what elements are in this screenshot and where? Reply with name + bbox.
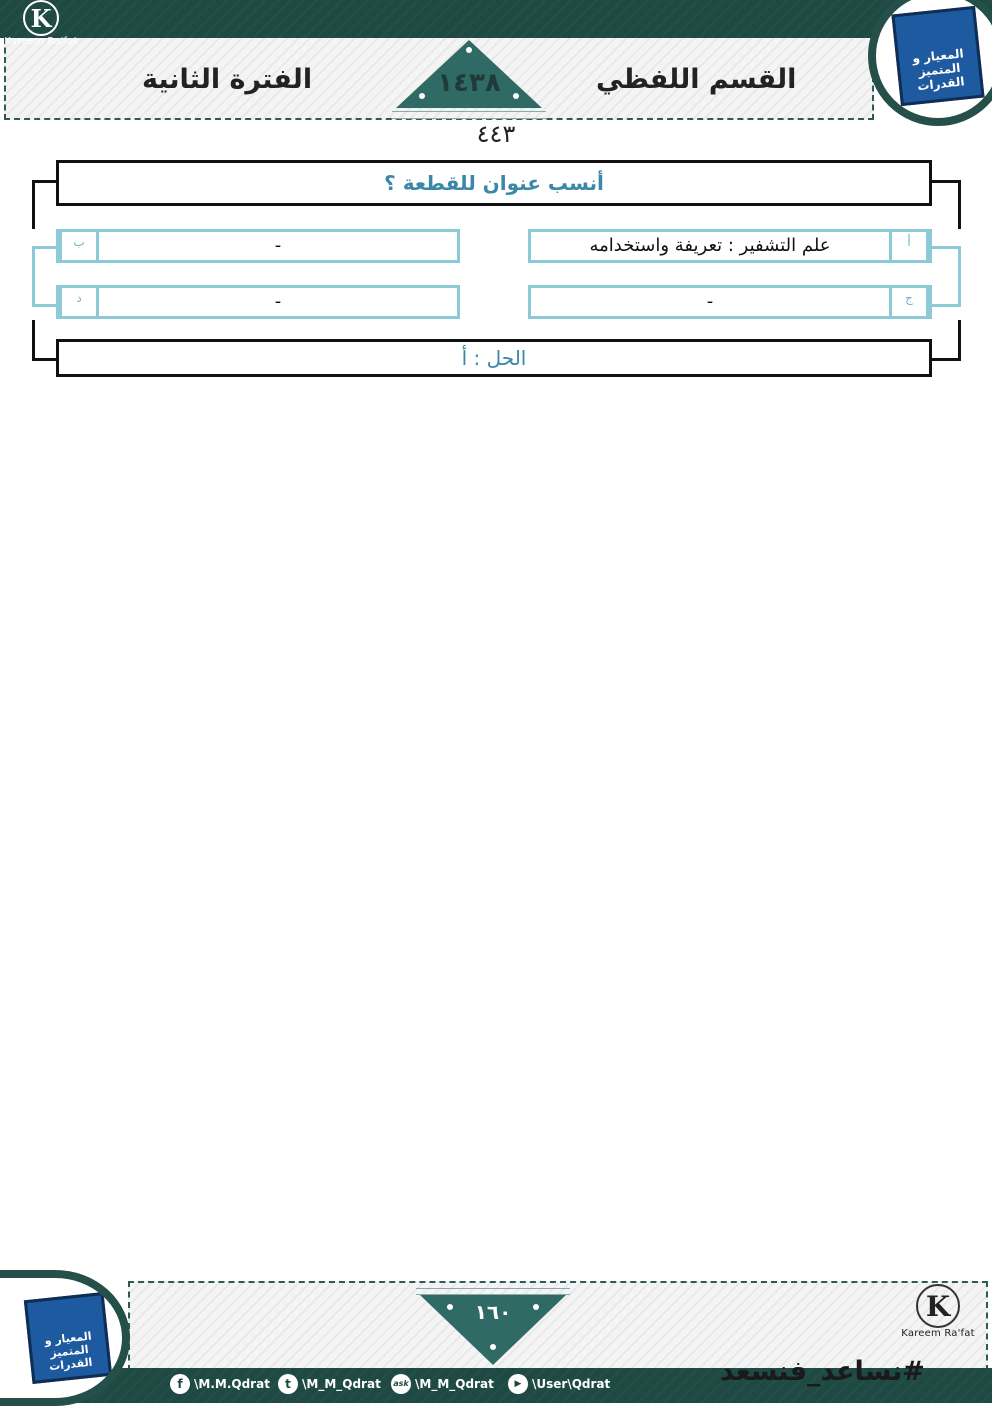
option-c-letter: ج: [889, 288, 929, 316]
footer-divider-lines: [416, 1288, 570, 1295]
question-text: أنسب عنوان للقطعة ؟: [56, 160, 932, 206]
social-youtube[interactable]: [508, 1374, 610, 1394]
option-a[interactable]: [528, 229, 932, 263]
footer-k-logo-icon: K: [916, 1284, 960, 1328]
emblem-text: المعيار و المتميز القدرات: [911, 46, 966, 94]
option-d-letter: د: [59, 288, 99, 316]
header-emblem: [868, 0, 992, 126]
facebook-icon: f: [170, 1374, 190, 1394]
frame-bracket-bottom-right: [932, 320, 961, 361]
k-logo-icon: K: [23, 0, 59, 36]
period-title: الفترة الثانية: [142, 64, 313, 95]
ask-icon: ask: [391, 1374, 411, 1394]
frame-bracket-mid-right: [932, 246, 961, 307]
header-brand-logo: [2, 0, 80, 47]
option-d-text: -: [274, 291, 282, 312]
footer-book-emblem-icon: [24, 1292, 112, 1384]
book-emblem-icon: [891, 6, 984, 106]
ask-handle: \M_M_Qdrat: [415, 1377, 494, 1391]
option-b-text: -: [274, 235, 282, 256]
footer-brand-logo: [900, 1284, 976, 1339]
frame-bracket-top-right: [932, 180, 961, 229]
option-c-text: -: [706, 291, 714, 312]
year-label: ١٤٣٨: [437, 68, 501, 98]
youtube-handle: \User\Qdrat: [532, 1377, 611, 1391]
question-number: ٤٤٣: [476, 120, 516, 148]
twitter-handle: \M_M_Qdrat: [302, 1377, 381, 1391]
youtube-icon: ▶: [508, 1374, 528, 1394]
option-d[interactable]: [56, 285, 460, 319]
header-brand-name: Kareem Ra'fat: [4, 36, 78, 47]
option-c[interactable]: [528, 285, 932, 319]
option-b[interactable]: [56, 229, 460, 263]
hashtag-text: #نساعد_فنسعد: [720, 1356, 925, 1387]
header-divider-lines: [392, 111, 546, 119]
header-band: [0, 0, 992, 38]
section-title: القسم اللفظي: [596, 64, 797, 95]
facebook-handle: \M.M.Qdrat: [194, 1377, 270, 1391]
page-number: ١٦٠: [474, 1300, 512, 1324]
social-twitter[interactable]: [278, 1374, 381, 1394]
option-a-letter: أ: [889, 232, 929, 260]
footer-brand-name: Kareem Ra'fat: [901, 1328, 975, 1339]
social-ask[interactable]: [391, 1374, 494, 1394]
twitter-icon: t: [278, 1374, 298, 1394]
social-facebook[interactable]: [170, 1374, 270, 1394]
option-a-text: علم التشفير : تعريفة واستخدامه: [589, 235, 831, 256]
option-b-letter: ب: [59, 232, 99, 260]
footer-emblem-text: المعيار و المتميز القدرات: [44, 1329, 94, 1374]
answer-box: الحل : أ: [56, 339, 932, 377]
